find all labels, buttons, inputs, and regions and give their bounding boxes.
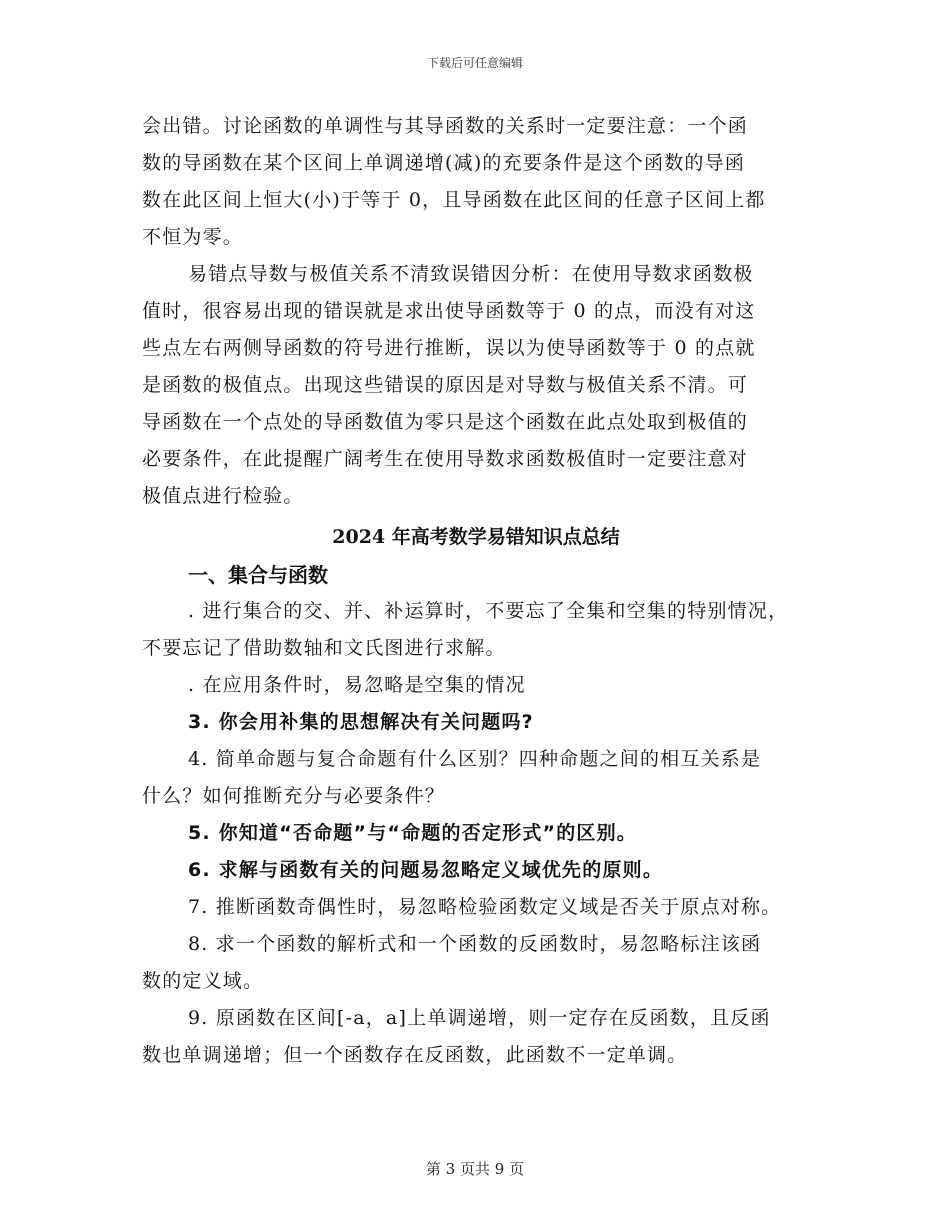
document-body — [142, 108, 810, 1074]
paragraph-line: 易错点导数与极值关系不清致误错因分析：在使用导数求函数极 — [188, 263, 754, 285]
list-item-bold: 3. 你会用补集的思想解决有关问题吗? — [188, 711, 534, 733]
list-item-continuation: 数也单调递增；但一个函数存在反函数，此函数不一定单调。 — [142, 1044, 688, 1066]
paragraph-line: 值时，很容易出现的错误就是求出使导函数等于 0 的点，而没有对这 — [142, 300, 756, 322]
list-item-bold: 6. 求解与函数有关的问题易忽略定义域优先的原则。 — [188, 859, 664, 881]
paragraph-line: 必要条件，在此提醒广阔考生在使用导数求函数极值时一定要注意对 — [142, 448, 749, 470]
list-item-continuation: 数的定义域。 — [142, 970, 264, 992]
page-footer: 第 3 页共 9 页 — [425, 1160, 525, 1178]
paragraph-line: 不恒为零。 — [142, 226, 244, 248]
list-item-continuation: 不要忘记了借助数轴和文氏图进行求解。 — [142, 637, 506, 659]
list-item-bold: 5. 你知道“否命题”与“命题的否定形式”的区别。 — [188, 822, 638, 844]
paragraph-line: 数在此区间上恒大(小)于等于 0，且导函数在此区间的任意子区间上都 — [142, 189, 766, 211]
list-item: 8. 求一个函数的解析式和一个函数的反函数时，易忽略标注该函 — [188, 933, 762, 955]
list-item: . 进行集合的交、并、补运算时，不要忘了全集和空集的特别情况， — [188, 600, 789, 622]
list-item: . 在应用条件时，易忽略是空集的情况 — [188, 674, 526, 696]
paragraph-line: 些点左右两侧导函数的符号进行推断，误以为使导函数等于 0 的点就 — [142, 337, 756, 359]
paragraph-line: 会出错。讨论函数的单调性与其导函数的关系时一定要注意：一个函 — [142, 115, 749, 137]
list-item: 4. 简单命题与复合命题有什么区别？四种命题之间的相互关系是 — [188, 748, 762, 770]
document-title: 2024 年高考数学易错知识点总结 — [332, 526, 620, 548]
paragraph-line: 极值点进行检验。 — [142, 485, 304, 507]
list-item: 7. 推断函数奇偶性时，易忽略检验函数定义域是否关于原点对称。 — [188, 896, 782, 918]
paragraph-line: 是函数的极值点。出现这些错误的原因是对导数与极值关系不清。可 — [142, 374, 749, 396]
section-heading: 一、集合与函数 — [188, 563, 328, 587]
list-item: 9. 原函数在区间[-a，a]上单调递增，则一定存在反函数，且反函 — [188, 1007, 771, 1029]
page-header: 下载后可任意编辑 — [426, 56, 523, 70]
paragraph-line: 数的导函数在某个区间上单调递增(减)的充要条件是这个函数的导函 — [142, 152, 746, 174]
paragraph-line: 导函数在一个点处的导函数值为零只是这个函数在此点处取到极值的 — [142, 411, 749, 433]
list-item-continuation: 什么？如何推断充分与必要条件？ — [142, 785, 446, 807]
